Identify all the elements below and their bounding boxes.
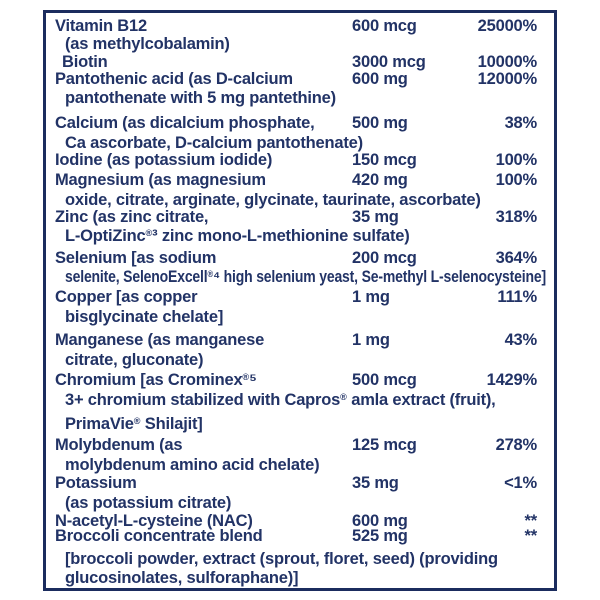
ingredient-daily-value: 100%: [495, 171, 537, 189]
registered-trademark-symbol: ®: [242, 372, 250, 383]
table-row: [46, 113, 554, 133]
table-row: [46, 414, 554, 434]
table-row: [46, 330, 554, 350]
table-row: [46, 568, 554, 588]
table-row: [46, 350, 554, 370]
ingredient-name: (as methylcobalamin): [65, 35, 230, 53]
table-row: [46, 34, 554, 54]
ingredient-name: Copper [as copper: [55, 288, 198, 306]
ingredient-name: Chromium [as Crominex®⁵: [55, 371, 257, 389]
ingredient-daily-value: 100%: [495, 151, 537, 169]
ingredient-daily-value: 1429%: [486, 371, 537, 389]
ingredient-daily-value: 10000%: [477, 53, 537, 71]
ingredient-name: (as potassium citrate): [65, 494, 232, 512]
ingredient-name: Biotin: [62, 53, 108, 71]
ingredient-name: glucosinolates, sulforaphane)]: [65, 569, 299, 587]
table-row: [46, 226, 554, 246]
ingredient-name: Broccoli concentrate blend: [55, 527, 263, 545]
ingredient-name: citrate, gluconate): [65, 351, 204, 369]
ingredient-name: Molybdenum (as: [55, 436, 183, 454]
ingredient-name: Potassium: [55, 474, 137, 492]
ingredient-name: N-acetyl-L-cysteine (NAC): [55, 512, 253, 530]
registered-trademark-symbol: ®: [207, 269, 214, 280]
table-row: [46, 455, 554, 475]
ingredient-name: PrimaVie® Shilajit]: [65, 415, 203, 433]
ingredient-name: L-OptiZinc®³ zinc mono-L-methionine sulfate): [65, 227, 410, 245]
ingredient-name: bisglycinate chelate]: [65, 308, 224, 326]
ingredient-name: 3+ chromium stabilized with Capros® amla extract (fruit),: [65, 391, 496, 409]
ingredient-daily-value: 25000%: [477, 17, 537, 35]
table-row: [46, 287, 554, 307]
registered-trademark-symbol: ®: [145, 228, 153, 239]
ingredient-name: oxide, citrate, arginate, glycinate, taurinate, ascorbate): [65, 191, 481, 209]
ingredient-name: Magnesium (as magnesium: [55, 171, 266, 189]
ingredient-name: pantothenate with 5 mg pantethine): [65, 89, 336, 107]
ingredient-name: Selenium [as sodium: [55, 249, 217, 267]
ingredient-amount: 1 mg: [352, 331, 390, 349]
ingredient-daily-value: 318%: [495, 208, 537, 226]
table-row: [46, 150, 554, 170]
ingredient-daily-value: 12000%: [477, 70, 537, 88]
table-row: [46, 435, 554, 455]
registered-trademark-symbol: ®: [133, 416, 141, 427]
ingredient-daily-value: 43%: [504, 331, 537, 349]
table-row: [46, 88, 554, 108]
ingredient-name: Iodine (as potassium iodide): [55, 151, 273, 169]
ingredient-daily-value: 278%: [495, 436, 537, 454]
ingredient-name: Pantothenic acid (as D-calcium: [55, 70, 293, 88]
ingredient-daily-value: 364%: [495, 249, 537, 267]
ingredient-name: Zinc (as zinc citrate,: [55, 208, 209, 226]
ingredient-amount: 525 mg: [352, 527, 408, 545]
supplement-facts-panel: [43, 10, 557, 591]
ingredient-amount: 600 mg: [352, 70, 408, 88]
ingredient-name: Manganese (as manganese: [55, 331, 265, 349]
ingredient-amount: 35 mg: [352, 208, 399, 226]
table-row: [46, 267, 554, 287]
ingredient-daily-value: 38%: [504, 114, 537, 132]
ingredient-daily-value: 111%: [497, 288, 537, 306]
table-row: [46, 170, 554, 190]
ingredient-amount: 200 mcg: [352, 249, 417, 267]
ingredient-amount: 35 mg: [352, 474, 399, 492]
ingredient-amount: 125 mcg: [352, 436, 417, 454]
ingredient-name: [broccoli powder, extract (sprout, floret, seed) (providing: [65, 550, 498, 568]
ingredient-amount: 600 mcg: [352, 17, 417, 35]
table-row: [46, 207, 554, 227]
table-row: [46, 370, 554, 390]
registered-trademark-symbol: ®: [340, 392, 347, 403]
table-row: [46, 493, 554, 513]
table-row: [46, 16, 554, 36]
ingredient-daily-value: **: [524, 527, 537, 545]
ingredient-amount: 150 mcg: [352, 151, 417, 169]
ingredient-name: selenite, SelenoExcell®⁴ high selenium yeast, Se-methyl L-selenocysteine]: [65, 268, 546, 286]
table-row: [46, 69, 554, 89]
table-row: [46, 307, 554, 327]
table-row: [46, 473, 554, 493]
ingredient-name: Ca ascorbate, D-calcium pantothenate): [65, 134, 363, 152]
ingredient-amount: 3000 mcg: [352, 53, 426, 71]
table-row: [46, 526, 554, 546]
ingredient-amount: 500 mcg: [352, 371, 417, 389]
table-row: [46, 390, 554, 410]
ingredient-name: Calcium (as dicalcium phosphate,: [55, 114, 315, 132]
table-row: [46, 549, 554, 569]
ingredient-amount: 420 mg: [352, 171, 408, 189]
ingredient-name: molybdenum amino acid chelate): [65, 456, 320, 474]
ingredient-name: Vitamin B12: [55, 17, 147, 35]
ingredient-amount: 500 mg: [352, 114, 408, 132]
ingredient-daily-value: <1%: [504, 474, 537, 492]
ingredient-amount: 600 mg: [352, 512, 408, 530]
ingredient-daily-value: **: [524, 512, 537, 530]
ingredient-amount: 1 mg: [352, 288, 390, 306]
table-row: [46, 248, 554, 268]
